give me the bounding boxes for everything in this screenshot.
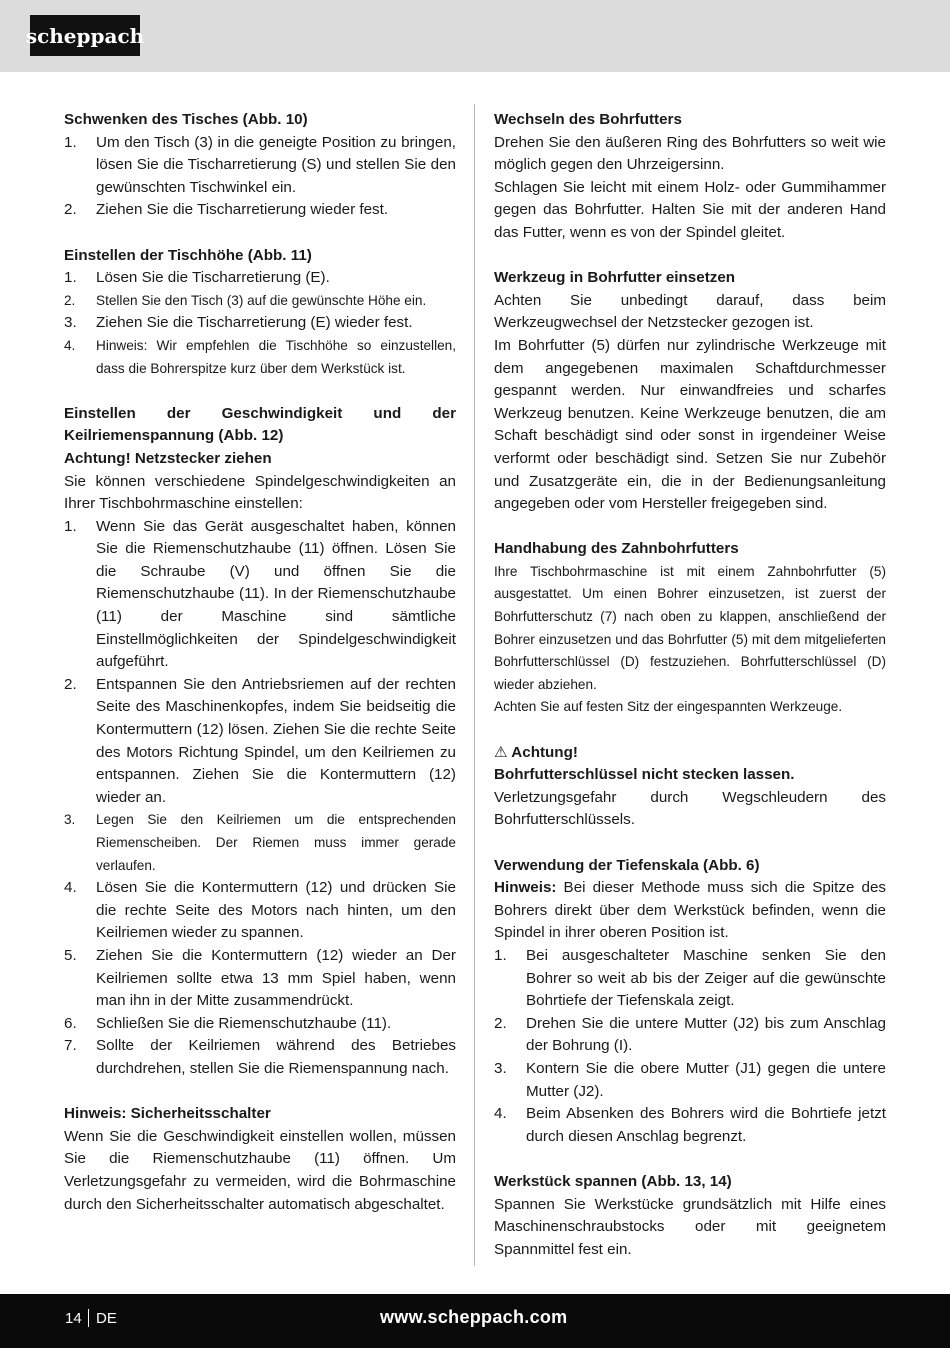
item-text: Beim Absenken des Bohrers wird die Bohrtiefe jetzt durch diesen Anschlag begrenzt. (526, 1105, 886, 1145)
item-text: Ziehen Sie die Kontermuttern (12) wieder an Der Keilriemen sollte etwa 13 mm Spiel haben, wenn man ihn in der Mitte zusammendrückt. (96, 946, 456, 1010)
hint-text: Bei dieser Methode muss sich die Spitze des Bohrers direkt über dem Werkstück befinden, wenn die Spindel in ihrer oberen Position ist. (494, 879, 886, 942)
item-number: 7. (64, 1037, 77, 1055)
item-text: Kontern Sie die obere Mutter (J1) gegen die untere Mutter (J2). (526, 1059, 886, 1100)
item-number: 2. (494, 1014, 507, 1032)
warning-subtitle: Bohrfutterschlüssel nicht stecken lassen. (494, 766, 795, 784)
website-url: www.scheppach.com (380, 1307, 568, 1327)
left-column (64, 109, 456, 1216)
item-number: 4. (64, 879, 77, 897)
paragraph: Achten Sie auf festen Sitz der eingespannten Werkzeuge. (494, 699, 843, 715)
paragraph: Spannen Sie Werkstücke grundsätzlich mit Hilfe eines Maschinenschraubstocks oder mit geeignetem Spannmittel fest ein. (494, 1195, 886, 1258)
item-text: Ziehen Sie die Tischarretierung (E) wieder fest. (96, 314, 413, 332)
item-number: 5. (64, 946, 77, 964)
list-item (64, 877, 456, 945)
warning-icon: ⚠ (494, 743, 508, 761)
item-number: 3. (64, 812, 76, 828)
paragraph: Achten Sie unbedingt darauf, dass beim Werkzeugwechsel der Netzstecker gezogen ist. (494, 291, 886, 332)
hint-paragraph (494, 877, 886, 945)
list-item (64, 335, 456, 380)
item-number: 4. (494, 1105, 507, 1123)
list-item (64, 290, 456, 313)
item-number: 2. (64, 675, 77, 693)
item-text: Legen Sie den Keilriemen um die entsprechenden Riemenscheiben. Der Riemen muss immer gerade verlaufen. (96, 812, 456, 873)
item-text: Lösen Sie die Kontermuttern (12) und drücken Sie die rechte Seite des Motors nach hinten, um den Keilriemen wieder zu spannen. (96, 879, 456, 942)
item-number: 1. (64, 269, 77, 287)
item-text: Ziehen Sie die Tischarretierung wieder fest. (96, 201, 389, 219)
item-number: 1. (494, 946, 507, 964)
item-text: Schließen Sie die Riemenschutzhaube (11). (96, 1014, 392, 1032)
item-number: 3. (494, 1059, 507, 1077)
section-title-speed: Einstellen der Geschwindigkeit und der Keilriemenspannung (Abb. 12) (64, 404, 456, 445)
item-number: 1. (64, 133, 77, 151)
list-item (64, 267, 456, 290)
list-item (64, 1013, 456, 1036)
paragraph: Schlagen Sie leicht mit einem Holz- oder Gummihammer gegen das Bohrfutter. Halten Sie mit der anderen Hand das Futter, wenn es von der Spindel gleitet. (494, 178, 886, 241)
list-item (494, 1103, 886, 1148)
paragraph: Im Bohrfutter (5) dürfen nur zylindrische Werkzeuge mit dem angegebenen maximalen Schaftdurchmesser gespannt werden. Nur einwandfreies und scharfes Werkzeug benutzen. Keine Werkzeuge benutzen, die am Schaft beschädigt sind oder sonst in irgendeiner Weise verformt oder beschädigt sind. Setzen Sie nur Zubehör und Zusatzgeräte ein, die in der Bedienungsanleitung angegeben oder vom Hersteller freigegeben sind. (494, 336, 886, 513)
footer-separator (88, 1309, 89, 1327)
page-footer (0, 1294, 950, 1348)
logo-text: scheppach (25, 23, 145, 48)
list-item (64, 945, 456, 1013)
right-column (494, 109, 886, 1261)
item-number: 6. (64, 1014, 77, 1032)
list-item (64, 132, 456, 200)
item-text: Lösen Sie die Tischarretierung (E). (96, 269, 330, 287)
item-number: 2. (64, 201, 77, 219)
warning-text: Verletzungsgefahr durch Wegschleudern des Bohrfutterschlüssels. (494, 788, 886, 829)
item-number: 4. (64, 337, 76, 353)
section-intro: Sie können verschiedene Spindelgeschwindigkeiten an Ihrer Tischbohrmaschine einstellen: (64, 472, 456, 513)
column-divider (474, 104, 475, 1266)
paragraph: Ihre Tischbohrmaschine ist mit einem Zahnbohrfutter (5) ausgestattet. Um einen Bohrer einzusetzen, ist zuerst der Bohrfutterschutz (7) nach oben zu klappen, anschließend der Bohrer einzusetzen und das Bohrfutter (5) mit dem mitgelieferten Bohrfutterschlüssel (D) festzuziehen. Bohrfutterschlüssel (D) wieder abziehen. (494, 563, 886, 692)
item-text: Bei ausgeschalteter Maschine senken Sie den Bohrer so weit ab bis der Zeiger auf die gewünschte Bohrtiefe der Tiefenskala zeigt. (526, 946, 886, 1010)
page-number: 14 (65, 1310, 82, 1327)
section-title-key-chuck: Handhabung des Zahnbohrfutters (494, 540, 739, 558)
list-item (64, 516, 456, 674)
section-title-depth-scale: Verwendung der Tiefenskala (Abb. 6) (494, 856, 760, 874)
scheppach-logo (25, 15, 145, 56)
item-text: Sollte der Keilriemen während des Betriebes durchdrehen, stellen Sie die Riemenspannung nach. (96, 1037, 456, 1077)
item-text: Drehen Sie die untere Mutter (J2) bis zum Anschlag der Bohrung (I). (526, 1014, 886, 1055)
item-text: Entspannen Sie den Antriebsriemen auf der rechten Seite des Maschinenkopfes, indem Sie beidseitig die Kontermuttern (12) lösen. Ziehen Sie die rechte Seite des Motors Richtung Spindel, um den Keilriemen zu entspannen. Ziehen Sie die Kontermuttern (12) wieder an. (96, 675, 456, 806)
warning-heading (494, 742, 886, 765)
list-item (64, 312, 456, 335)
section-title-chuck-change: Wechseln des Bohrfutters (494, 111, 682, 128)
list-item (64, 809, 456, 877)
list-item (494, 1013, 886, 1058)
section-title-clamp-workpiece: Werkstück spannen (Abb. 13, 14) (494, 1172, 732, 1190)
list-item (494, 945, 886, 1013)
list-item (64, 674, 456, 810)
section-title-safety-switch: Hinweis: Sicherheitsschalter (64, 1105, 271, 1123)
safety-switch-text: Wenn Sie die Geschwindigkeit einstellen wollen, müssen Sie die Riemenschutzhaube (11) öffnen. Um Verletzungsgefahr zu vermeiden, wird die Bohrmaschine durch den Sicherheitsschalter automatisch abgeschaltet. (64, 1127, 456, 1213)
paragraph: Drehen Sie den äußeren Ring des Bohrfutters so weit wie möglich gegen den Uhrzeigersinn. (494, 133, 886, 174)
hint-label: Hinweis: (494, 879, 557, 897)
language-code: DE (96, 1310, 117, 1327)
section-title-table-height: Einstellen der Tischhöhe (Abb. 11) (64, 246, 312, 264)
section-title-insert-tool: Werkzeug in Bohrfutter einsetzen (494, 269, 736, 287)
list-item (64, 1035, 456, 1080)
page-header (0, 0, 950, 72)
item-text: Wenn Sie das Gerät ausgeschaltet haben, können Sie die Riemenschutzhaube (11) öffnen. Lösen Sie die Schraube (V) und öffnen Sie die Riemenschutzhaube (11). In der Riemenschutzhaube (11) der Maschine sind sämtliche Einstellmöglichkeiten der Spindelgeschwindigkeit aufgeführt. (96, 517, 456, 671)
list-item (64, 199, 456, 222)
item-number: 1. (64, 517, 77, 535)
warning-title: Achtung! (511, 743, 578, 761)
item-text: Stellen Sie den Tisch (3) auf die gewünschte Höhe ein. (96, 292, 427, 308)
item-number: 3. (64, 314, 77, 332)
section-title-table-tilt: Schwenken des Tisches (Abb. 10) (64, 111, 308, 128)
item-text: Hinweis: Wir empfehlen die Tischhöhe so einzustellen, dass die Bohrerspitze kurz über dem Werkstück ist. (96, 337, 456, 376)
list-item (494, 1058, 886, 1103)
item-text: Um den Tisch (3) in die geneigte Position zu bringen, lösen Sie die Tischarretierung (S) und stellen Sie den gewünschten Tischwinkel ein. (96, 133, 456, 196)
item-number: 2. (64, 292, 76, 308)
warning-unplug: Achtung! Netzstecker ziehen (64, 449, 272, 467)
